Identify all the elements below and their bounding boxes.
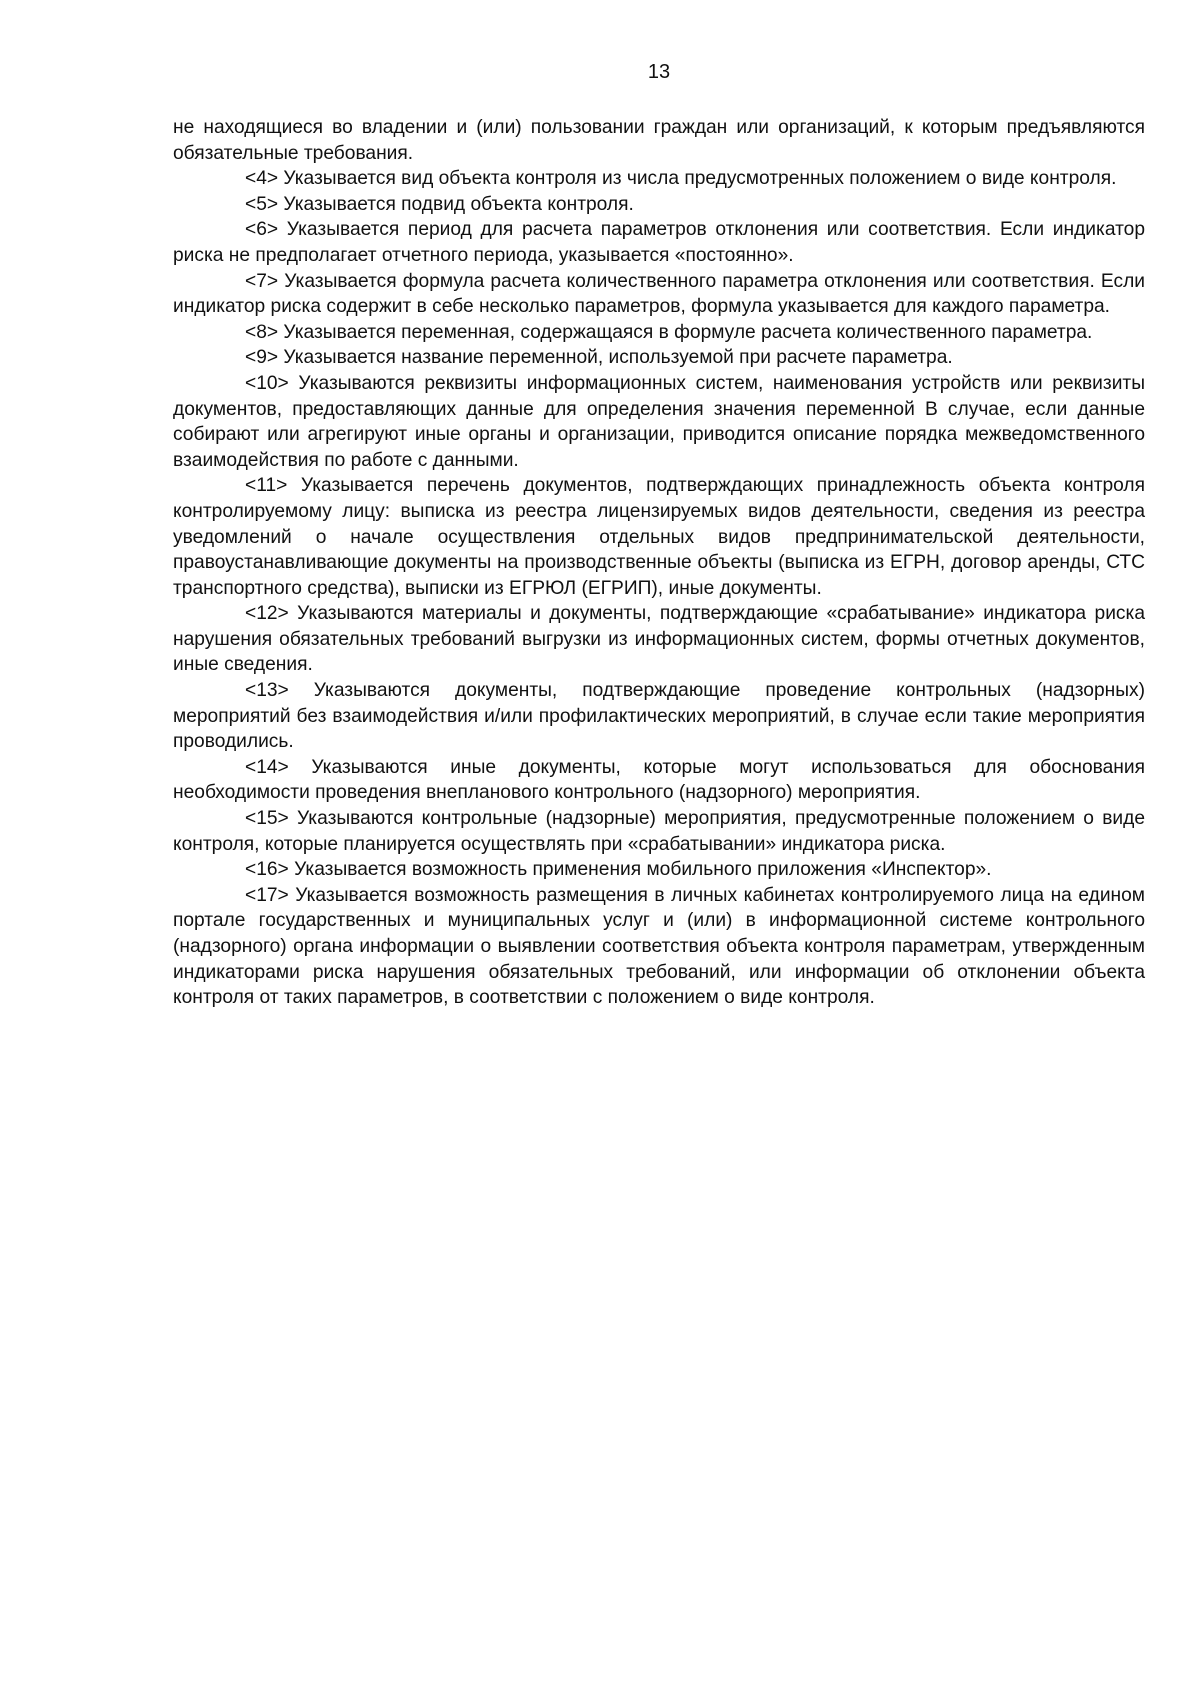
document-body xyxy=(173,115,1145,1011)
footnote-17: <17> Указывается возможность размещения в личных кабинетах контролируемого лица на едином портале государственных и муниципальных услуг и (или) в информационной системе контрольного (надзорного) органа информации о выявлении соответствия объекта контроля параметрам, утвержденным индикаторами риска нарушения обязательных требований, или информации об отклонении объекта контроля от таких параметров, в соответствии с положением о виде контроля. xyxy=(173,884,1145,1009)
footnote-15: <15> Указываются контрольные (надзорные) мероприятия, предусмотренные положением о виде контроля, которые планируется осуществлять при «срабатывании» индикатора риска. xyxy=(173,808,1145,855)
footnote-12: <12> Указываются материалы и документы, подтверждающие «срабатывание» индикатора риска нарушения обязательных требований выгрузки из информационных систем, формы отчетных документов, иные сведения. xyxy=(173,603,1145,676)
paragraph-continuation: не находящиеся во владении и (или) пользовании граждан или организаций, к которым предъявляются обязательные требования. xyxy=(173,117,1145,164)
footnote-14: <14> Указываются иные документы, которые могут использоваться для обоснования необходимости проведения внепланового контрольного (надзорного) мероприятия. xyxy=(173,756,1145,804)
footnote-10: <10> Указываются реквизиты информационных систем, наименования устройств или реквизиты документов, предоставляющих данные для определения значения переменной В случае, если данные собирают или агрегируют иные органы и организации, приводится описание порядка межведомственного взаимодействия по работе с данными. xyxy=(173,372,1145,471)
footnote-11: <11> Указывается перечень документов, подтверждающих принадлежность объекта контроля контролируемому лицу: выписка из реестра лицензируемых видов деятельности, сведения из реестра уведомлений о начале осуществления отдельных видов предпринимательской деятельности, правоустанавливающие документы на производственные объекты (выписка из ЕГРН, договор аренды, СТС транспортного средства), выписки из ЕГРЮЛ (ЕГРИП), иные документы. xyxy=(173,475,1145,599)
footnote-8: <8> Указывается переменная, содержащаяся в формуле расчета количественного параметра. xyxy=(245,321,1093,343)
footnote-13: <13> Указываются документы, подтверждающие проведение контрольных (надзорных) мероприятий без взаимодействия и/или профилактических мероприятий, в случае если такие мероприятия проводились. xyxy=(173,680,1145,753)
footnote-7: <7> Указывается формула расчета количественного параметра отклонения или соответствия. Если индикатор риска содержит в себе несколько параметров, формула указывается для каждого параметра. xyxy=(173,270,1145,318)
footnote-16: <16> Указывается возможность применения мобильного приложения «Инспектор». xyxy=(245,859,992,881)
footnote-9: <9> Указывается название переменной, используемой при расчете параметра. xyxy=(245,347,953,369)
page-number: 13 xyxy=(647,61,671,83)
footnote-4: <4> Указывается вид объекта контроля из числа предусмотренных положением о виде контроля. xyxy=(245,168,1117,190)
footnote-5: <5> Указывается подвид объекта контроля. xyxy=(245,193,634,215)
footnote-6: <6> Указывается период для расчета параметров отклонения или соответствия. Если индикатор риска не предполагает отчетного периода, указывается «постоянно». xyxy=(173,219,1145,266)
